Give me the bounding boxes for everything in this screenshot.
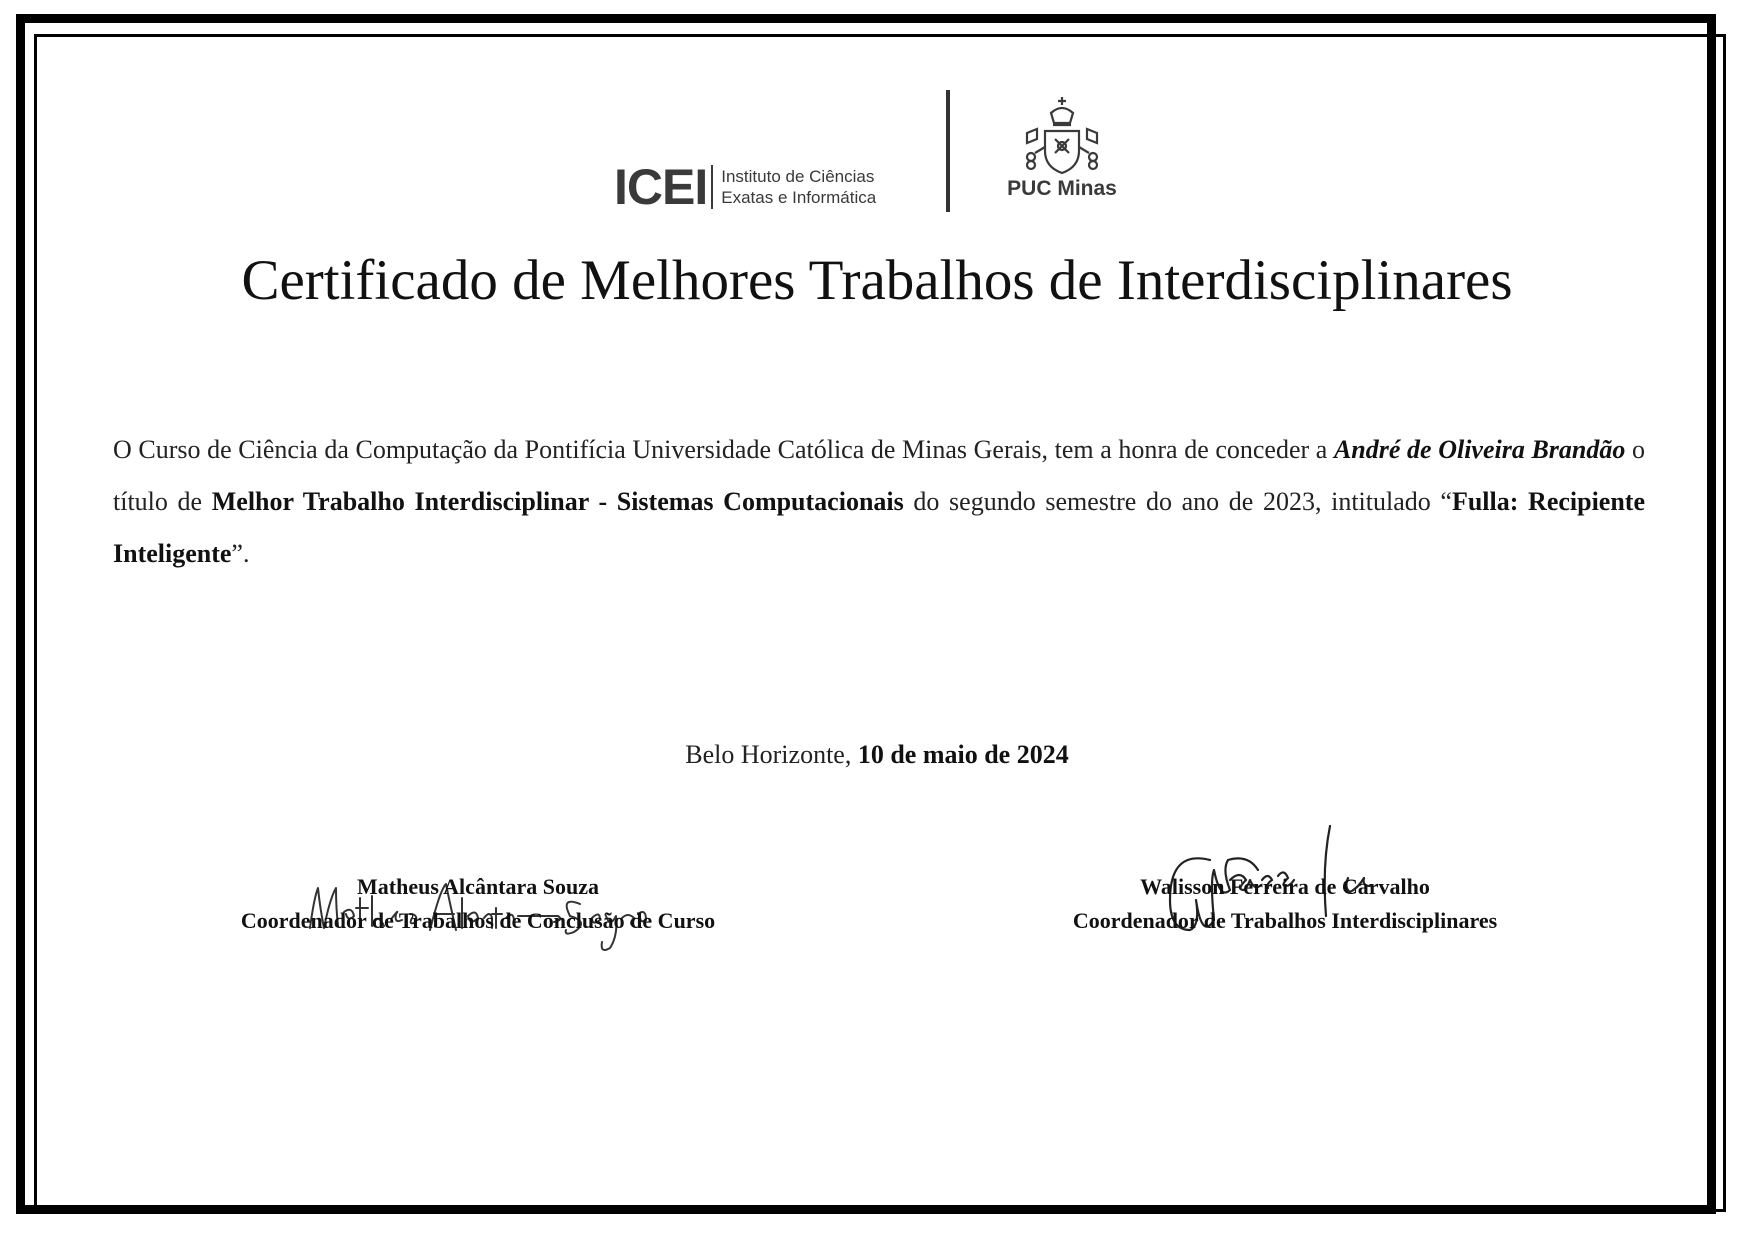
body-mid: o título de <box>113 435 1645 516</box>
puc-minas-logo <box>992 93 1132 201</box>
certificate-inner-border <box>34 34 1726 1212</box>
signer-role: Coordenador de Trabalhos Interdisciplinares <box>1072 908 1498 933</box>
signer-role: Coordenador de Trabalhos de Conclusão de Curso <box>240 908 716 933</box>
icei-logo-text <box>721 166 876 208</box>
icei-logo-mark: ICEI <box>614 159 708 215</box>
body-intro: O Curso de Ciência da Computação da Pontifícia Universidade Católica de Minas Gerais, tem a honra de conceder a <box>113 435 1334 464</box>
body-end: ”. <box>231 539 250 568</box>
body-period: do segundo semestre do ano de 2023, intitulado “ <box>903 487 1452 516</box>
date-line <box>0 740 1754 770</box>
signer-name: Walisson Ferreira de Carvalho <box>1140 874 1430 899</box>
certificate-title: Certificado de Melhores Trabalhos de Interdisciplinares <box>241 249 1513 312</box>
signature-block-left <box>168 870 788 938</box>
date-place: Belo Horizonte, <box>685 740 858 769</box>
recipient-name: André de Oliveira Brandão <box>1333 435 1626 464</box>
icei-logo <box>614 159 877 215</box>
icei-line-2: Exatas e Informática <box>721 188 877 207</box>
certificate-body <box>113 424 1645 580</box>
icei-line-1: Instituto de Ciências <box>721 167 875 186</box>
puc-minas-name: PUC Minas <box>1007 177 1117 200</box>
signer-name: Matheus Alcântara Souza <box>357 874 599 899</box>
signature-block-right <box>975 870 1595 938</box>
logo-divider <box>946 90 950 212</box>
puc-crest-icon <box>1017 93 1107 177</box>
award-title: Melhor Trabalho Interdisciplinar - Sistemas Computacionais <box>211 487 904 516</box>
icei-logo-separator <box>711 165 713 209</box>
certificate-date: 10 de maio de 2024 <box>857 740 1069 769</box>
project-title: Fulla: Recipiente Inteligente <box>113 487 1646 568</box>
